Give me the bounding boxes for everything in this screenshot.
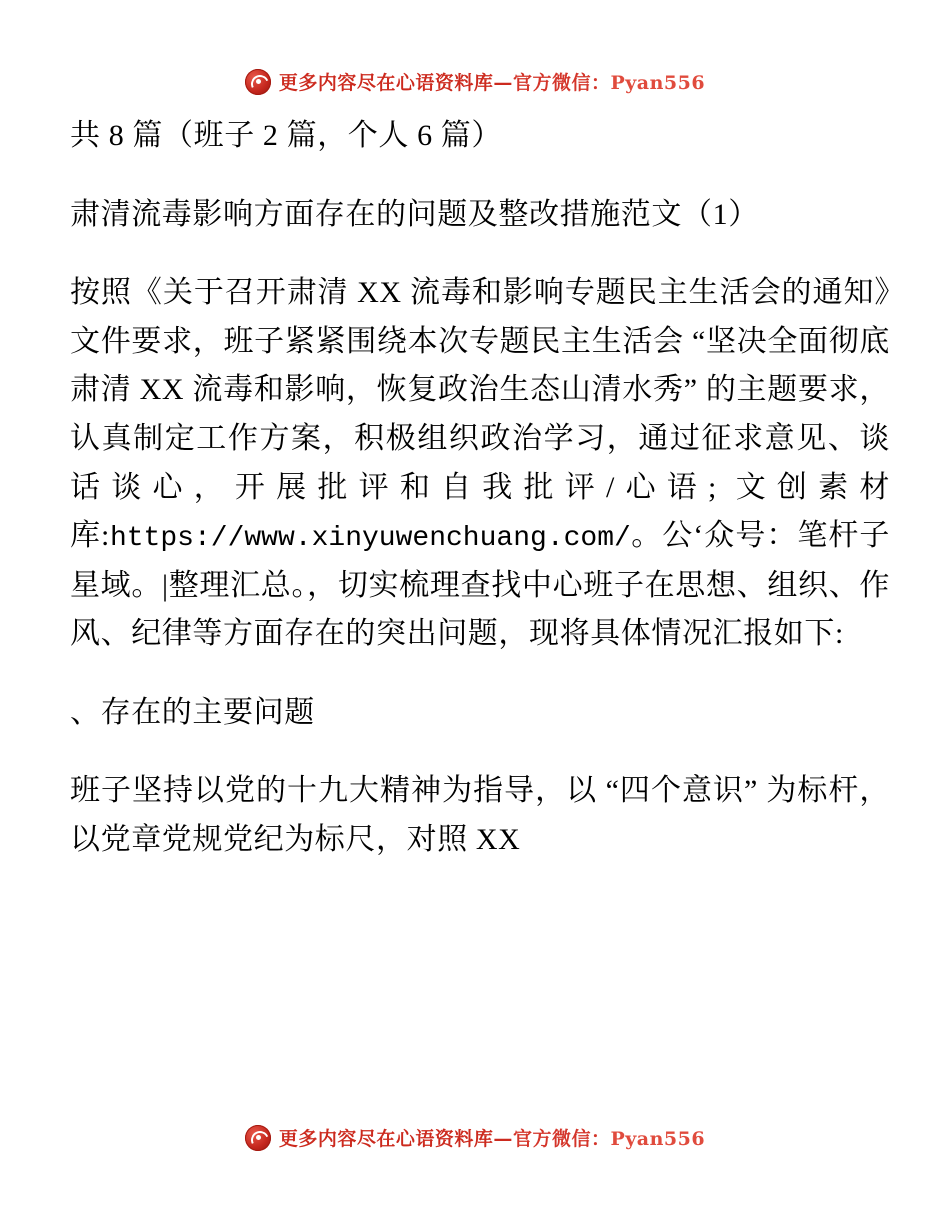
document-body [70, 112, 890, 878]
body-paragraph-2: 班子坚持以党的十九大精神为指导，以 “四个意识” 为标杆，以党章党规党纪为标尺，对照 XX [70, 774, 890, 856]
watermark-logo-icon [245, 69, 271, 95]
watermark-logo-icon [245, 1125, 271, 1151]
intro-paragraph [70, 269, 890, 659]
watermark-account-bottom: Pyan556 [610, 1128, 706, 1150]
source-url: https://www.xinyuwenchuang.com/ [109, 523, 631, 555]
watermark-text-bottom [279, 1124, 705, 1151]
watermark-text-top [279, 68, 705, 95]
intro-paragraph-part2: 。公‘众号：笔杆子星域。|整理汇总。，切实梳理查找中心班子在思想、组织、作风、纪律等方面存在的突出问题，现将具体情况汇报如下: [70, 519, 890, 651]
watermark-banner-bottom [0, 1124, 950, 1151]
watermark-wechat-label-top: 官方微信： [512, 72, 611, 94]
watermark-wechat-label-bottom: 官方微信： [512, 1128, 611, 1150]
watermark-main-text-bottom: 更多内容尽在心语资料库— [278, 1128, 513, 1150]
count-line: 共 8 篇（班子 2 篇，个人 6 篇） [70, 119, 502, 152]
watermark-account-top: Pyan556 [610, 72, 706, 94]
watermark-main-text-top: 更多内容尽在心语资料库— [278, 72, 513, 94]
page-title: 肃清流毒影响方面存在的问题及整改措施范文（1） [70, 197, 759, 231]
section-heading-main-problems: 、存在的主要问题 [70, 695, 315, 729]
intro-paragraph-part1: 按照《关于召开肃清 XX 流毒和影响专题民主生活会的通知》文件要求，班子紧紧围绕本次专题民主生活会 “坚决全面彻底肃清 XX 流毒和影响，恢复政治生态山清水秀” 的主题要求，认真制定工作方案，积极组织政治学习，通过征求意见、谈话谈心，开展批评和自我批评/心语; 文创素材库: [70, 276, 890, 553]
watermark-banner-top [0, 68, 950, 95]
